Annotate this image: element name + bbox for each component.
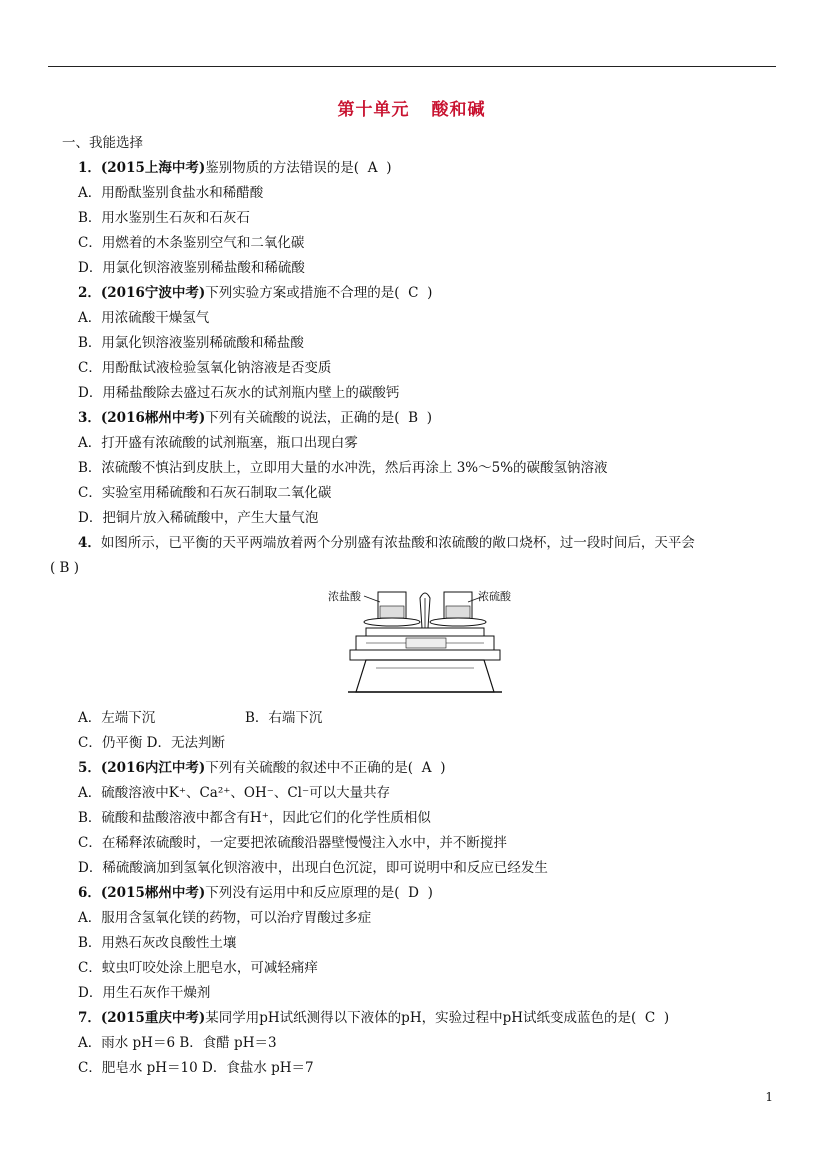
question-1: 1．(2015上海中考)鉴别物质的方法错误的是( A ) (78, 160, 392, 176)
answer: A (367, 160, 378, 176)
option: D．稀硫酸滴加到氢氧化钡溶液中，出现白色沉淀，即可说明中和反应已经发生 (78, 860, 548, 876)
option: B．浓硫酸不慎沾到皮肤上，立即用大量的水冲洗，然后再涂上 3%～5%的碳酸氢钠溶液 (78, 460, 608, 476)
question-number: 6． (78, 885, 101, 901)
page-number: 1 (765, 1090, 773, 1104)
answer: B (408, 410, 419, 426)
question-5: 5．(2016内江中考)下列有关硫酸的叙述中不正确的是( A ) (78, 760, 446, 776)
page-title (0, 95, 823, 120)
option: C．蚊虫叮咬处涂上肥皂水，可减轻痛痒 (78, 960, 318, 976)
label-left: 浓盐酸 (328, 590, 361, 603)
option-row: A．雨水 pH＝6 B．食醋 pH＝3 (78, 1035, 277, 1051)
option: A．打开盛有浓硫酸的试剂瓶塞，瓶口出现白雾 (78, 435, 358, 451)
question-source: (2016内江中考) (100, 760, 206, 776)
balance-figure (326, 584, 522, 698)
question-6: 6．(2015郴州中考)下列没有运用中和反应原理的是( D ) (78, 885, 433, 901)
title-topic: 酸和碱 (431, 100, 486, 120)
option: A．用浓硫酸干燥氢气 (78, 310, 210, 326)
answer-line: ( B ) (50, 560, 80, 576)
question-number: 4． (78, 535, 101, 551)
question-number: 2． (78, 285, 101, 301)
question-4: 4．如图所示，已平衡的天平两端放着两个分别盛有浓盐酸和浓硫酸的敞口烧杯，过一段时间后，天平会 (78, 535, 695, 551)
question-3: 3．(2016郴州中考)下列有关硫酸的说法，正确的是( B ) (78, 410, 433, 426)
option: A．用酚酞鉴别食盐水和稀醋酸 (78, 185, 264, 201)
option: A．硫酸溶液中K⁺、Ca²⁺、OH⁻、Cl⁻可以大量共存 (78, 785, 391, 801)
section-heading: 一、我能选择 (62, 135, 143, 151)
question-source: (2016郴州中考) (100, 410, 206, 426)
option: C．用酚酞试液检验氢氧化钠溶液是否变质 (78, 360, 332, 376)
label-right: 浓硫酸 (478, 590, 511, 603)
answer: A (421, 760, 432, 776)
option: B．硫酸和盐酸溶液中都含有H⁺，因此它们的化学性质相似 (78, 810, 431, 826)
option: A．服用含氢氧化镁的药物，可以治疗胃酸过多症 (78, 910, 372, 926)
option-row: C．肥皂水 pH＝10 D．食盐水 pH＝7 (78, 1060, 314, 1076)
option: A．左端下沉 (78, 710, 156, 726)
question-number: 3． (78, 410, 101, 426)
question-number: 5． (78, 760, 101, 776)
question-number: 7． (78, 1010, 101, 1026)
answer: C (408, 285, 419, 301)
question-source: (2015重庆中考) (100, 1010, 206, 1026)
question-7: 7．(2015重庆中考)某同学用pH试纸测得以下液体的pH，实验过程中pH试纸变成蓝色的是( C ) (78, 1010, 670, 1026)
question-source: (2016宁波中考) (100, 285, 206, 301)
option: B．用水鉴别生石灰和石灰石 (78, 210, 250, 226)
option: D．把铜片放入稀硫酸中，产生大量气泡 (78, 510, 319, 526)
answer: D (408, 885, 419, 901)
option: D．用稀盐酸除去盛过石灰水的试剂瓶内壁上的碳酸钙 (78, 385, 400, 401)
question-2: 2．(2016宁波中考)下列实验方案或措施不合理的是( C ) (78, 285, 433, 301)
question-number: 1． (78, 160, 101, 176)
header-rule (48, 66, 776, 67)
title-unit: 第十单元 (337, 100, 410, 120)
question-source: (2015郴州中考) (100, 885, 206, 901)
option: C．在稀释浓硫酸时，一定要把浓硫酸沿器壁慢慢注入水中，并不断搅拌 (78, 835, 507, 851)
option: B．用熟石灰改良酸性土壤 (78, 935, 237, 951)
answer: C (644, 1010, 656, 1026)
option: C．用燃着的木条鉴别空气和二氧化碳 (78, 235, 305, 251)
option: C．实验室用稀硫酸和石灰石制取二氧化碳 (78, 485, 332, 501)
option: D．用氯化钡溶液鉴别稀盐酸和稀硫酸 (78, 260, 305, 276)
option: B．用氯化钡溶液鉴别稀硫酸和稀盐酸 (78, 335, 304, 351)
option: B．右端下沉 (245, 710, 323, 726)
option: D．用生石灰作干燥剂 (78, 985, 211, 1001)
question-source: (2015上海中考) (100, 160, 206, 176)
option-row: C．仍平衡 D．无法判断 (78, 735, 225, 751)
